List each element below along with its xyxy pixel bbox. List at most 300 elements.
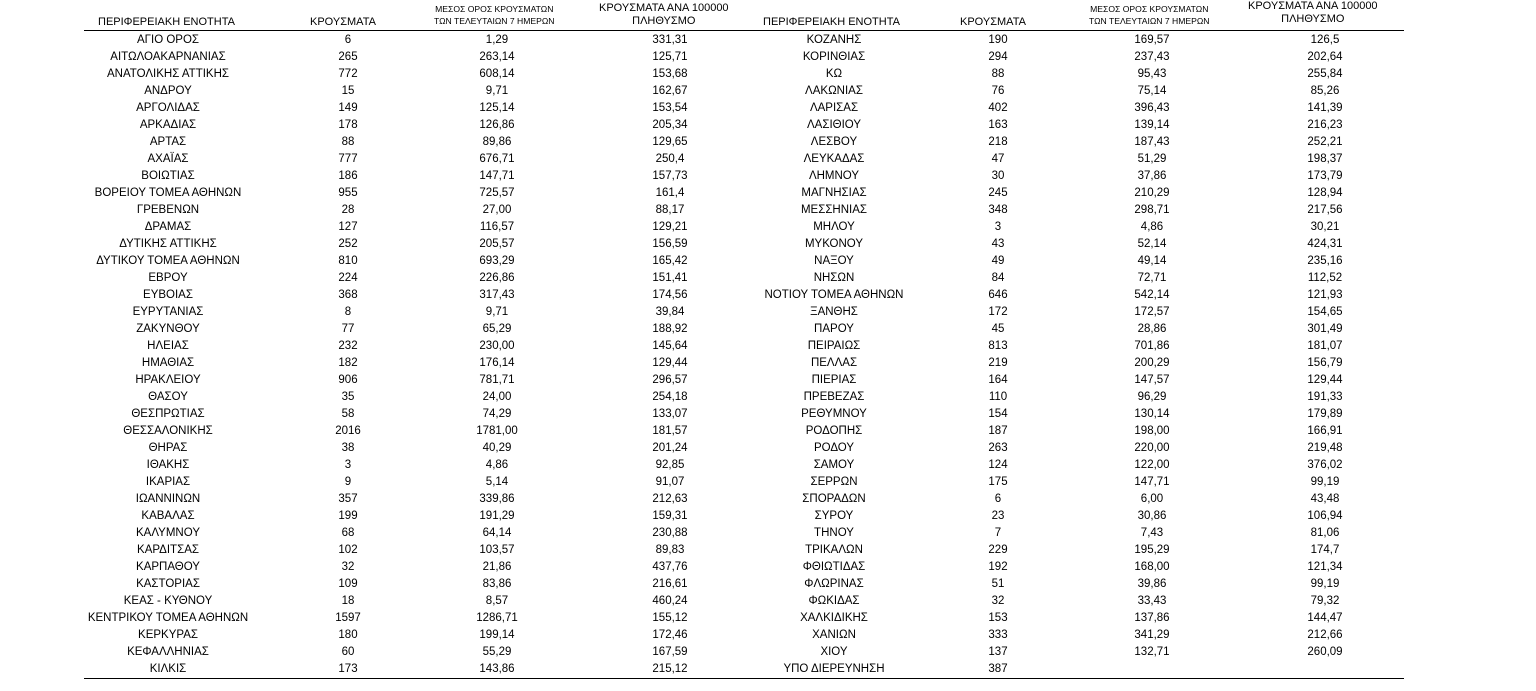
cell-l-region: ΘΕΣΠΡΩΤΙΑΣ <box>131 408 205 420</box>
cell-r-per: 121,34 <box>1307 561 1343 573</box>
cell-l-region: ΚΑΣΤΟΡΙΑΣ <box>136 578 200 590</box>
header-per-right <box>1248 0 1378 26</box>
cell-r-cases: 137 <box>988 646 1008 658</box>
cell-l-region: ΖΑΚΥΝΘΟΥ <box>136 323 200 335</box>
cell-r-cases: 294 <box>988 51 1008 63</box>
cell-l-region: ΗΡΑΚΛΕΙΟΥ <box>135 374 201 386</box>
header-per-line2: ΠΛΗΘΥΣΜΟ <box>632 15 696 27</box>
cell-r-cases: 164 <box>988 374 1008 386</box>
cell-l-avg: 676,71 <box>479 153 515 165</box>
cell-l-cases: 1597 <box>335 612 361 624</box>
cell-l-cases: 810 <box>338 255 358 267</box>
cell-r-cases: 153 <box>988 612 1008 624</box>
table-row <box>0 185 1536 202</box>
table-row <box>0 355 1536 372</box>
cell-r-cases: 219 <box>988 357 1008 369</box>
cell-r-region: ΜΗΛΟΥ <box>813 221 855 233</box>
cell-l-cases: 368 <box>338 289 358 301</box>
cell-r-avg: 172,57 <box>1134 306 1170 318</box>
cell-l-region: ΒΟΡΕΙΟΥ ΤΟΜΕΑ ΑΘΗΝΩΝ <box>94 187 242 199</box>
table-row <box>0 610 1536 627</box>
cell-l-per: 437,76 <box>652 561 688 573</box>
cell-r-region: ΧΑΛΚΙΔΙΚΗΣ <box>800 612 868 624</box>
table-row <box>0 372 1536 389</box>
cell-r-avg: 95,43 <box>1137 68 1167 80</box>
cell-r-cases: 32 <box>991 595 1005 607</box>
cell-l-region: ΚΑΒΑΛΑΣ <box>141 510 195 522</box>
cell-r-avg: 33,43 <box>1137 595 1167 607</box>
cell-r-avg: 30,86 <box>1137 510 1167 522</box>
table-row <box>0 287 1536 304</box>
cell-l-per: 39,84 <box>655 306 685 318</box>
cell-r-cases: 348 <box>988 204 1008 216</box>
cell-r-region: ΡΕΘΥΜΝΟΥ <box>801 408 867 420</box>
cell-r-avg: 169,57 <box>1134 34 1170 46</box>
cell-r-avg: 6,00 <box>1140 493 1164 505</box>
cell-l-avg: 126,86 <box>479 119 515 131</box>
table-row <box>0 389 1536 406</box>
cell-r-avg: 137,86 <box>1134 612 1170 624</box>
cell-r-per: 154,65 <box>1307 306 1343 318</box>
cell-r-region: ΝΑΞΟΥ <box>814 255 854 267</box>
cell-r-cases: 175 <box>988 476 1008 488</box>
cell-r-avg: 200,29 <box>1134 357 1170 369</box>
table-row <box>0 202 1536 219</box>
cell-r-region: ΚΟΖΑΝΗΣ <box>806 34 862 46</box>
cell-r-cases: 263 <box>988 442 1008 454</box>
cell-r-per: 179,89 <box>1307 408 1343 420</box>
cell-l-avg: 125,14 <box>479 102 515 114</box>
cell-r-region: ΝΟΤΙΟΥ ΤΟΜΕΑ ΑΘΗΝΩΝ <box>764 289 904 301</box>
cell-l-avg: 103,57 <box>479 544 515 556</box>
header-region-right: ΠΕΡΙΦΕΡΕΙΑΚΗ ΕΝΟΤΗΤΑ <box>763 16 900 28</box>
cell-r-per: 121,93 <box>1307 289 1343 301</box>
table-row <box>0 253 1536 270</box>
cell-r-cases: 218 <box>988 136 1008 148</box>
cell-l-per: 174,56 <box>652 289 688 301</box>
cell-l-avg: 199,14 <box>479 629 515 641</box>
cell-r-avg: 51,29 <box>1137 153 1167 165</box>
table-row <box>0 83 1536 100</box>
table-row <box>0 559 1536 576</box>
cell-l-cases: 109 <box>338 578 358 590</box>
cell-r-avg: 542,14 <box>1134 289 1170 301</box>
table-row <box>0 457 1536 474</box>
cell-r-region: ΞΑΝΘΗΣ <box>810 306 858 318</box>
cell-r-per: 252,21 <box>1307 136 1343 148</box>
cell-l-per: 167,59 <box>652 646 688 658</box>
cell-r-per: 166,91 <box>1307 425 1343 437</box>
cell-l-avg: 1286,71 <box>476 612 518 624</box>
cell-l-region: ΗΛΕΙΑΣ <box>147 340 189 352</box>
cell-l-cases: 182 <box>338 357 358 369</box>
cell-r-avg: 298,71 <box>1134 204 1170 216</box>
cell-l-per: 129,44 <box>652 357 688 369</box>
header-avg-right <box>1089 3 1210 27</box>
cell-r-per: 181,07 <box>1307 340 1343 352</box>
cell-r-cases: 813 <box>988 340 1008 352</box>
header-per-line1: ΚΡΟΥΣΜΑΤΑ ΑΝΑ 100000 <box>599 2 729 14</box>
cell-r-region: ΛΕΣΒΟΥ <box>810 136 858 148</box>
cell-l-region: ΒΟΙΩΤΙΑΣ <box>141 170 195 182</box>
cell-l-per: 216,61 <box>652 578 688 590</box>
header-region-left: ΠΕΡΙΦΕΡΕΙΑΚΗ ΕΝΟΤΗΤΑ <box>98 16 235 28</box>
cell-l-cases: 224 <box>338 272 358 284</box>
cell-r-per: 173,79 <box>1307 170 1343 182</box>
cell-l-per: 156,59 <box>652 238 688 250</box>
cell-l-per: 157,73 <box>652 170 688 182</box>
table-row <box>0 304 1536 321</box>
cell-l-avg: 116,57 <box>479 221 515 233</box>
cell-l-region: ΘΕΣΣΑΛΟΝΙΚΗΣ <box>123 425 213 437</box>
cell-l-region: ΔΡΑΜΑΣ <box>144 221 192 233</box>
cell-r-per: 99,19 <box>1310 578 1340 590</box>
table-row <box>0 576 1536 593</box>
cell-l-avg: 230,00 <box>479 340 515 352</box>
cell-l-avg: 263,14 <box>479 51 515 63</box>
cell-r-per: 106,94 <box>1307 510 1343 522</box>
cell-l-per: 296,57 <box>652 374 688 386</box>
cell-r-cases: 3 <box>994 221 1002 233</box>
cell-r-avg: 122,00 <box>1134 459 1170 471</box>
cell-r-per: 376,02 <box>1307 459 1343 471</box>
cell-l-cases: 955 <box>338 187 358 199</box>
table-row <box>0 32 1536 49</box>
header-rule <box>84 30 1404 31</box>
cell-r-region: ΛΗΜΝΟΥ <box>808 170 860 182</box>
header-per-line1: ΚΡΟΥΣΜΑΤΑ ΑΝΑ 100000 <box>1248 0 1378 12</box>
cell-r-per: 424,31 <box>1307 238 1343 250</box>
cell-l-cases: 8 <box>344 306 352 318</box>
cell-l-region: ΔΥΤΙΚΗΣ ΑΤΤΙΚΗΣ <box>119 238 217 250</box>
cell-l-region: ΑΝΑΤΟΛΙΚΗΣ ΑΤΤΙΚΗΣ <box>106 68 230 80</box>
header-avg-left <box>434 3 555 27</box>
cell-l-region: ΗΜΑΘΙΑΣ <box>141 357 195 369</box>
cell-l-cases: 68 <box>341 527 355 539</box>
table-row <box>0 117 1536 134</box>
table-row <box>0 236 1536 253</box>
cell-l-cases: 772 <box>338 68 358 80</box>
cell-l-cases: 357 <box>338 493 358 505</box>
cell-l-per: 92,85 <box>655 459 685 471</box>
cell-r-cases: 124 <box>988 459 1008 471</box>
table-row <box>0 151 1536 168</box>
header-cases-right: ΚΡΟΥΣΜΑΤΑ <box>960 16 1026 28</box>
cell-l-avg: 226,86 <box>479 272 515 284</box>
cell-l-region: ΚΕΦΑΛΛΗΝΙΑΣ <box>127 646 209 658</box>
cell-l-region: ΘΑΣΟΥ <box>148 391 188 403</box>
cell-r-region: ΦΘΙΩΤΙΔΑΣ <box>802 561 866 573</box>
cell-l-cases: 18 <box>341 595 355 607</box>
cell-r-per: 301,49 <box>1307 323 1343 335</box>
cell-l-region: ΑΡΚΑΔΙΑΣ <box>139 119 197 131</box>
cell-l-cases: 2016 <box>335 425 361 437</box>
cell-l-per: 331,31 <box>652 34 688 46</box>
cell-r-avg: 72,71 <box>1137 272 1167 284</box>
cell-l-per: 129,21 <box>652 221 688 233</box>
cell-l-per: 155,12 <box>652 612 688 624</box>
cell-l-region: ΑΓΙΟ ΟΡΟΣ <box>136 34 200 46</box>
cell-l-avg: 4,86 <box>485 459 509 471</box>
cell-r-region: ΜΥΚΟΝΟΥ <box>804 238 864 250</box>
cell-r-avg: 139,14 <box>1134 119 1170 131</box>
cell-r-per: 212,66 <box>1307 629 1343 641</box>
cell-l-cases: 35 <box>341 391 355 403</box>
table-row <box>0 627 1536 644</box>
cell-r-per: 43,48 <box>1310 493 1340 505</box>
cell-l-avg: 317,43 <box>479 289 515 301</box>
cell-l-per: 133,07 <box>652 408 688 420</box>
cell-l-region: ΘΗΡΑΣ <box>148 442 188 454</box>
table-row <box>0 525 1536 542</box>
cell-r-cases: 192 <box>988 561 1008 573</box>
cell-r-avg: 52,14 <box>1137 238 1167 250</box>
cell-r-cases: 45 <box>991 323 1005 335</box>
cell-r-avg: 237,43 <box>1134 51 1170 63</box>
cell-l-region: ΓΡΕΒΕΝΩΝ <box>136 204 200 216</box>
cell-r-cases: 333 <box>988 629 1008 641</box>
cell-r-region: ΠΕΙΡΑΙΩΣ <box>807 340 861 352</box>
table-row <box>0 542 1536 559</box>
cell-r-region: ΛΑΣΙΘΙΟΥ <box>806 119 862 131</box>
cell-r-cases: 6 <box>994 493 1002 505</box>
cell-r-cases: 163 <box>988 119 1008 131</box>
table-row <box>0 508 1536 525</box>
cell-l-avg: 781,71 <box>479 374 515 386</box>
table-row <box>0 270 1536 287</box>
header-avg-line1: ΜΕΣΟΣ ΟΡΟΣ ΚΡΟΥΣΜΑΤΩΝ <box>435 4 554 14</box>
cell-r-cases: 88 <box>991 68 1005 80</box>
table-row <box>0 219 1536 236</box>
cell-l-avg: 9,71 <box>485 306 509 318</box>
cell-r-cases: 47 <box>991 153 1005 165</box>
cell-l-per: 151,41 <box>652 272 688 284</box>
cell-l-cases: 88 <box>341 136 355 148</box>
cell-l-cases: 15 <box>341 85 355 97</box>
cell-l-cases: 252 <box>338 238 358 250</box>
cell-r-cases: 51 <box>991 578 1005 590</box>
cell-r-cases: 245 <box>988 187 1008 199</box>
cell-r-region: ΣΠΟΡΑΔΩΝ <box>802 493 866 505</box>
cell-l-region: ΕΥΡΥΤΑΝΙΑΣ <box>132 306 204 318</box>
cell-l-region: ΑΙΤΩΛΟΑΚΑΡΝΑΝΙΑΣ <box>110 51 226 63</box>
cell-l-region: ΑΡΓΟΛΙΔΑΣ <box>136 102 200 114</box>
cell-l-cases: 127 <box>338 221 358 233</box>
cell-l-region: ΙΘΑΚΗΣ <box>146 459 190 471</box>
cell-r-region: ΤΡΙΚΑΛΩΝ <box>805 544 863 556</box>
cell-r-per: 129,44 <box>1307 374 1343 386</box>
cell-l-cases: 173 <box>338 663 358 675</box>
header-avg-line2: ΤΩΝ ΤΕΛΕΥΤΑΙΩΝ 7 ΗΜΕΡΩΝ <box>434 16 555 26</box>
cell-l-per: 153,68 <box>652 68 688 80</box>
cell-r-avg: 39,86 <box>1137 578 1167 590</box>
cell-r-avg: 132,71 <box>1134 646 1170 658</box>
cell-r-region: ΜΕΣΣΗΝΙΑΣ <box>800 204 868 216</box>
cell-r-region: ΚΩ <box>825 68 843 80</box>
cell-r-region: ΧΙΟΥ <box>820 646 848 658</box>
cell-l-avg: 339,86 <box>479 493 515 505</box>
cell-r-region: ΣΥΡΟΥ <box>814 510 854 522</box>
cell-l-region: ΕΒΡΟΥ <box>148 272 188 284</box>
cell-r-region: ΛΑΡΙΣΑΣ <box>809 102 859 114</box>
cell-r-cases: 646 <box>988 289 1008 301</box>
cell-l-region: ΚΑΡΔΙΤΣΑΣ <box>137 544 199 556</box>
cell-r-region: ΠΙΕΡΙΑΣ <box>811 374 857 386</box>
cell-l-per: 215,12 <box>652 663 688 675</box>
header-cases-left: ΚΡΟΥΣΜΑΤΑ <box>310 16 376 28</box>
cell-l-per: 230,88 <box>652 527 688 539</box>
cell-r-avg: 701,86 <box>1134 340 1170 352</box>
cell-r-region: ΦΛΩΡΙΝΑΣ <box>804 578 864 590</box>
cell-l-cases: 9 <box>344 476 352 488</box>
cell-l-region: ΙΩΑΝΝΙΝΩΝ <box>135 493 201 505</box>
cell-r-avg: 187,43 <box>1134 136 1170 148</box>
cell-l-avg: 8,57 <box>485 595 509 607</box>
bottom-rule <box>84 678 1404 679</box>
cell-r-cases: 23 <box>991 510 1005 522</box>
cell-r-cases: 190 <box>988 34 1008 46</box>
cell-l-avg: 21,86 <box>482 561 512 573</box>
cell-r-avg: 130,14 <box>1134 408 1170 420</box>
cell-r-cases: 154 <box>988 408 1008 420</box>
cell-r-avg: 75,14 <box>1137 85 1167 97</box>
table-row <box>0 338 1536 355</box>
cell-l-cases: 186 <box>338 170 358 182</box>
cell-r-cases: 30 <box>991 170 1005 182</box>
cell-l-avg: 9,71 <box>485 85 509 97</box>
cell-l-region: ΑΝΔΡΟΥ <box>144 85 192 97</box>
cell-l-cases: 77 <box>341 323 355 335</box>
table-row <box>0 491 1536 508</box>
cell-r-per: 174,7 <box>1310 544 1340 556</box>
cell-r-cases: 402 <box>988 102 1008 114</box>
cell-l-region: ΚΑΛΥΜΝΟΥ <box>136 527 200 539</box>
cell-l-cases: 58 <box>341 408 355 420</box>
cell-l-cases: 180 <box>338 629 358 641</box>
cell-r-cases: 49 <box>991 255 1005 267</box>
cell-r-avg: 147,71 <box>1134 476 1170 488</box>
cell-r-avg: 49,14 <box>1137 255 1167 267</box>
header-avg-line2: ΤΩΝ ΤΕΛΕΥΤΑΙΩΝ 7 ΗΜΕΡΩΝ <box>1089 16 1210 26</box>
cell-l-avg: 55,29 <box>482 646 512 658</box>
cell-l-region: ΙΚΑΡΙΑΣ <box>145 476 191 488</box>
cell-l-avg: 83,86 <box>482 578 512 590</box>
cell-l-cases: 102 <box>338 544 358 556</box>
cell-l-cases: 32 <box>341 561 355 573</box>
cell-l-avg: 147,71 <box>479 170 515 182</box>
cell-l-per: 125,71 <box>652 51 688 63</box>
cell-r-per: 202,64 <box>1307 51 1343 63</box>
cell-r-region: ΜΑΓΝΗΣΙΑΣ <box>801 187 867 199</box>
cell-l-per: 161,4 <box>655 187 685 199</box>
cell-l-region: ΔΥΤΙΚΟΥ ΤΟΜΕΑ ΑΘΗΝΩΝ <box>96 255 240 267</box>
cell-l-per: 254,18 <box>652 391 688 403</box>
cell-r-per: 216,23 <box>1307 119 1343 131</box>
cell-r-per: 191,33 <box>1307 391 1343 403</box>
table-row <box>0 134 1536 151</box>
cell-r-cases: 7 <box>994 527 1002 539</box>
cell-r-avg: 195,29 <box>1134 544 1170 556</box>
cell-r-per: 217,56 <box>1307 204 1343 216</box>
cell-l-region: ΑΡΤΑΣ <box>149 136 187 148</box>
header-per-left <box>599 2 729 28</box>
cell-l-per: 205,34 <box>652 119 688 131</box>
cell-r-avg: 210,29 <box>1134 187 1170 199</box>
cell-l-avg: 191,29 <box>479 510 515 522</box>
cell-l-avg: 24,00 <box>482 391 512 403</box>
cell-l-avg: 1781,00 <box>476 425 518 437</box>
cell-l-cases: 28 <box>341 204 355 216</box>
cell-l-per: 201,24 <box>652 442 688 454</box>
cell-l-cases: 38 <box>341 442 355 454</box>
cell-r-region: ΣΕΡΡΩΝ <box>810 476 858 488</box>
cell-r-per: 255,84 <box>1307 68 1343 80</box>
table-row <box>0 661 1536 678</box>
cell-l-cases: 3 <box>344 459 352 471</box>
cell-r-cases: 84 <box>991 272 1005 284</box>
cell-l-per: 89,83 <box>655 544 685 556</box>
cell-l-cases: 232 <box>338 340 358 352</box>
cell-r-per: 79,32 <box>1310 595 1340 607</box>
cell-l-avg: 65,29 <box>482 323 512 335</box>
cell-l-per: 162,67 <box>652 85 688 97</box>
cell-r-avg: 341,29 <box>1134 629 1170 641</box>
table-row <box>0 66 1536 83</box>
cell-l-per: 460,24 <box>652 595 688 607</box>
cell-r-per: 112,52 <box>1307 272 1343 284</box>
cell-r-avg: 37,86 <box>1137 170 1167 182</box>
cell-l-per: 129,65 <box>652 136 688 148</box>
cell-r-avg: 220,00 <box>1134 442 1170 454</box>
cell-l-avg: 89,86 <box>482 136 512 148</box>
cell-r-per: 85,26 <box>1310 85 1340 97</box>
cell-r-region: ΡΟΔΟΥ <box>813 442 855 454</box>
cell-r-avg: 168,00 <box>1134 561 1170 573</box>
cell-l-per: 153,54 <box>652 102 688 114</box>
cell-r-avg: 147,57 <box>1134 374 1170 386</box>
table-body <box>0 32 1536 678</box>
cell-l-cases: 6 <box>344 34 352 46</box>
cell-r-avg: 396,43 <box>1134 102 1170 114</box>
cell-l-cases: 199 <box>338 510 358 522</box>
cell-r-cases: 387 <box>988 663 1008 675</box>
cell-l-avg: 40,29 <box>482 442 512 454</box>
cell-r-per: 198,37 <box>1307 153 1343 165</box>
cell-l-region: ΚΕΝΤΡΙΚΟΥ ΤΟΜΕΑ ΑΘΗΝΩΝ <box>87 612 249 624</box>
cell-r-per: 219,48 <box>1307 442 1343 454</box>
cell-r-cases: 43 <box>991 238 1005 250</box>
table-row <box>0 644 1536 661</box>
cell-r-cases: 172 <box>988 306 1008 318</box>
cell-l-avg: 205,57 <box>479 238 515 250</box>
cell-r-cases: 76 <box>991 85 1005 97</box>
cell-l-avg: 725,57 <box>479 187 515 199</box>
cell-l-per: 172,46 <box>652 629 688 641</box>
cell-l-region: ΕΥΒΟΙΑΣ <box>143 289 193 301</box>
cell-l-cases: 178 <box>338 119 358 131</box>
cell-l-cases: 777 <box>338 153 358 165</box>
cell-r-per: 144,47 <box>1307 612 1343 624</box>
table-row <box>0 100 1536 117</box>
cell-l-per: 165,42 <box>652 255 688 267</box>
cell-l-cases: 149 <box>338 102 358 114</box>
cell-r-avg: 96,29 <box>1137 391 1167 403</box>
table-row <box>0 49 1536 66</box>
table-row <box>0 474 1536 491</box>
cell-r-per: 99,19 <box>1310 476 1340 488</box>
cell-l-per: 188,92 <box>652 323 688 335</box>
cell-r-region: ΠΡΕΒΕΖΑΣ <box>803 391 865 403</box>
